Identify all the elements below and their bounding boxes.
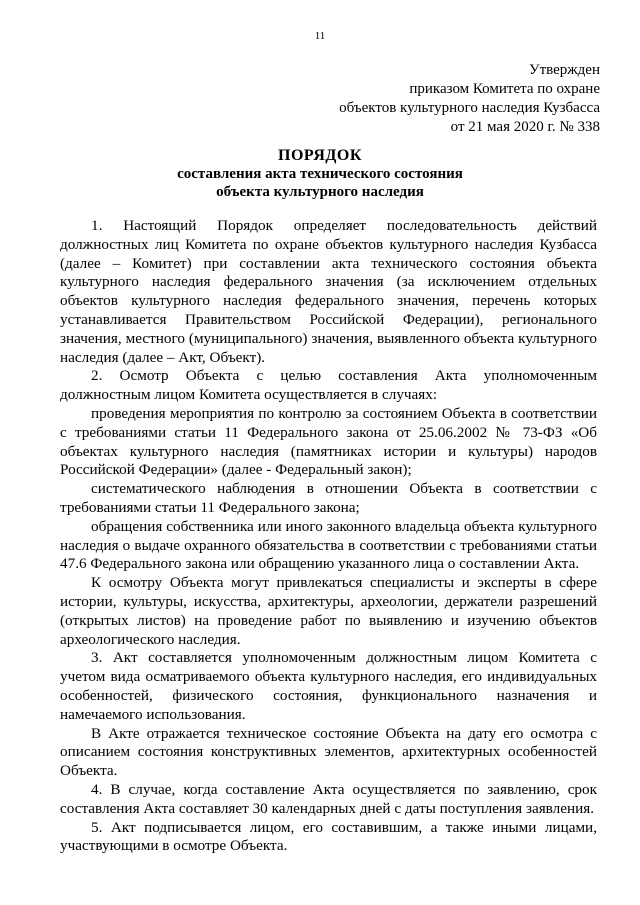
document-body xyxy=(60,217,597,856)
approval-line: от 21 мая 2020 г. № 338 xyxy=(450,119,600,135)
approval-line: объектов культурного наследия Кузбасса xyxy=(339,100,600,116)
title-line: составления акта технического состояния xyxy=(177,166,463,182)
paragraph: 5. Акт подписывается лицом, его составившим, а также иными лицами, участвующими в осмотре Объекта. xyxy=(60,818,597,855)
paragraph: 3. Акт составляется уполномоченным должностным лицом Комитета с учетом вида осматриваемого объекта культурного наследия, его индивидуальных особенностей, физического состояния, функционального назначения и намечаемого использования. xyxy=(60,649,597,723)
paragraph: проведения мероприятия по контролю за состоянием Объекта в соответствии с требованиями статьи 11 Федерального закона от 25.06.2002 № 73-ФЗ «Об объектах культурного наследия (памятниках истории и культуры) народов Российской Федерации» (далее - Федеральный закон); xyxy=(60,404,597,479)
document-title xyxy=(0,147,640,201)
paragraph: систематического наблюдения в отношении Объекта в соответствии с требованиями статьи 11 Федерального закона; xyxy=(60,480,597,516)
paragraph: 4. В случае, когда составление Акта осуществляется по заявлению, срок составления Акта составляет 30 календарных дней с даты поступления заявления. xyxy=(60,780,597,817)
title-line: объекта культурного наследия xyxy=(216,184,424,200)
paragraph: 2. Осмотр Объекта с целью составления Акта уполномоченным должностным лицом Комитета осуществляется в случаях: xyxy=(60,367,597,404)
paragraph: 1. Настоящий Порядок определяет последовательность действий должностных лиц Комитета по охране объектов культурного наследия Кузбасса (далее – Комитет) при составлении акта технического состояния объекта культурного наследия федерального значения (за исключением отдельных объектов культурного наследия федерального значения, перечень которых устанавливается Правительством Российской Федерации), регионального значения, местного (муниципального) значения, выявленного объекта культурного наследия (далее – Акт, Объект). xyxy=(60,217,597,366)
page-number: 11 xyxy=(314,30,326,42)
approval-line: приказом Комитета по охране xyxy=(409,81,600,97)
approval-line: Утвержден xyxy=(528,62,600,78)
paragraph: обращения собственника или иного законного владельца объекта культурного наследия о выдаче охранного обязательства в соответствии с требованиями статьи 47.6 Федерального закона или обращению указанного лица о составлении Акта. xyxy=(60,517,597,573)
paragraph: К осмотру Объекта могут привлекаться специалисты и эксперты в сфере истории, культуры, искусства, архитектуры, археологии, держатели разрешений (открытых листов) на проведение работ по выявлению и изучению объектов археологического наследия. xyxy=(60,574,597,648)
approval-block xyxy=(339,61,600,137)
paragraph: В Акте отражается техническое состояние Объекта на дату его осмотра с описанием состояния конструктивных элементов, архитектурных особенностей Объекта. xyxy=(60,724,597,780)
title-line: ПОРЯДОК xyxy=(278,147,362,164)
